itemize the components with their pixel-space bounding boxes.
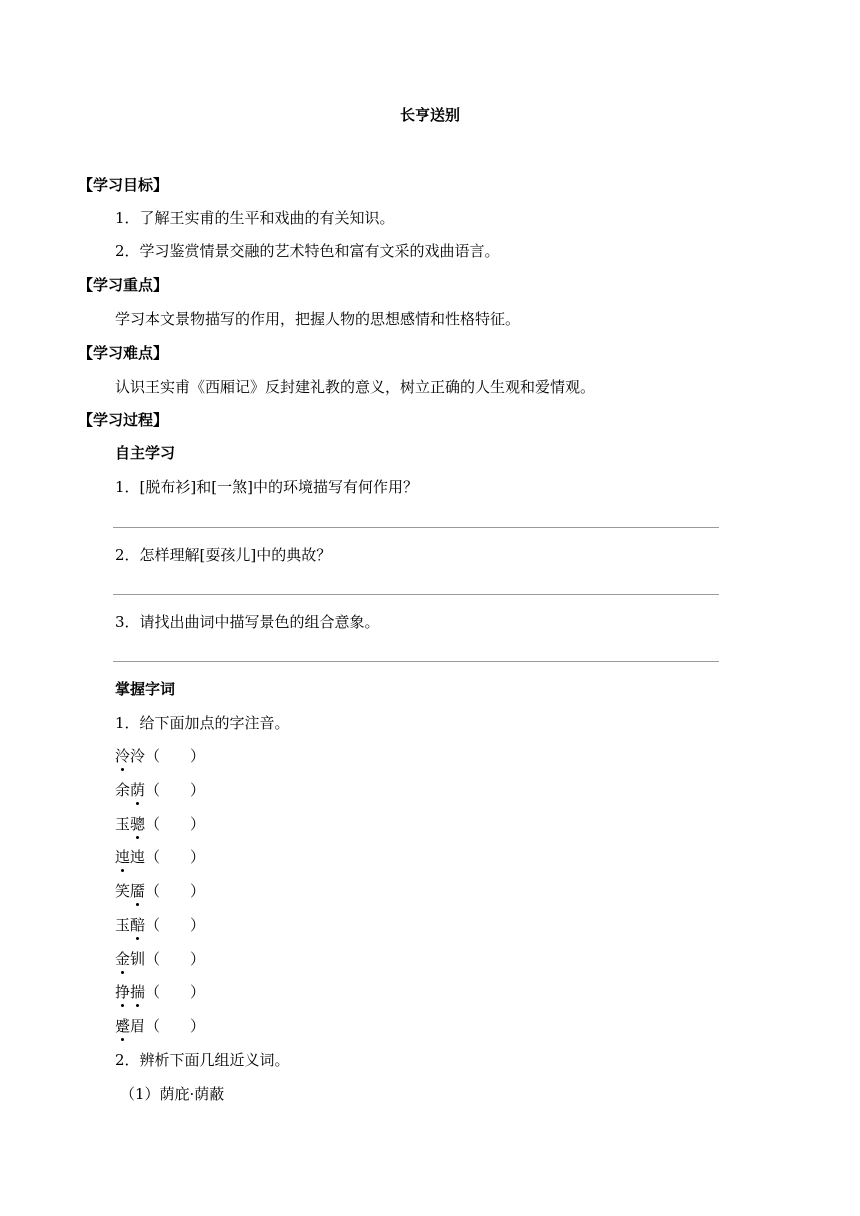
synonym-pair-1: （1）荫庇·荫蔽 xyxy=(120,1085,225,1103)
section-heading-goals: 【学习目标】 xyxy=(78,176,169,194)
vocab-char-2: 眉 xyxy=(130,1017,146,1035)
focus-text: 学习本文景物描写的作用，把握人物的思想感情和性格特征。 xyxy=(115,310,521,328)
section-heading-process: 【学习过程】 xyxy=(78,411,169,429)
pinyin-blank[interactable]: （ ） xyxy=(145,915,206,934)
pinyin-blank[interactable]: （ ） xyxy=(145,983,206,1002)
vocab-char-2: 钏 xyxy=(130,949,146,968)
vocab-item xyxy=(115,881,205,901)
vocab-char-2: 揣 xyxy=(130,983,146,1002)
question-3: 3．请找出曲词中描写景色的组合意象。 xyxy=(115,613,380,631)
goal-item-2: 2．学习鉴赏情景交融的艺术特色和富有文采的戏曲语言。 xyxy=(115,242,500,260)
vocab-item xyxy=(115,982,205,1002)
answer-line-2[interactable] xyxy=(113,594,719,595)
section-heading-difficulty: 【学习难点】 xyxy=(78,344,169,362)
pinyin-blank[interactable]: （ ） xyxy=(145,848,206,867)
vocab-item xyxy=(115,746,205,766)
vocab-char-1: 玉 xyxy=(115,915,131,934)
question-1: 1．[脱布衫]和[一煞]中的环境描写有何作用？ xyxy=(115,478,418,496)
pinyin-blank[interactable]: （ ） xyxy=(145,949,206,968)
vocab-char-1: 余 xyxy=(115,780,131,799)
page-title: 长亨送别 xyxy=(399,106,460,124)
vocab-char-1: 玉 xyxy=(115,814,131,833)
vocab-question-1: 1．给下面加点的字注音。 xyxy=(115,714,290,732)
vocab-char-1: 笑 xyxy=(115,882,131,900)
answer-line-3[interactable] xyxy=(113,661,719,662)
vocab-item xyxy=(115,780,205,800)
vocab-char-1: 金 xyxy=(115,949,131,968)
vocab-char-2: 荫 xyxy=(130,780,146,799)
vocab-question-2: 2．辨析下面几组近义词。 xyxy=(115,1051,290,1069)
answer-line-1[interactable] xyxy=(113,527,719,528)
pinyin-blank[interactable]: （ ） xyxy=(145,882,206,900)
vocab-char-2: 骢 xyxy=(130,814,146,833)
vocab-char-1: 挣 xyxy=(115,983,131,1002)
vocab-char-2: 泠 xyxy=(130,747,146,765)
goal-item-1: 1．了解王实甫的生平和戏曲的有关知识。 xyxy=(115,209,395,227)
vocab-item xyxy=(115,1016,205,1036)
vocab-char-2: 醅 xyxy=(130,915,146,934)
vocab-char-1: 迍 xyxy=(115,848,131,867)
difficulty-text: 认识王实甫《西厢记》反封建礼教的意义，树立正确的人生观和爱情观。 xyxy=(115,378,596,396)
vocab-char-1: 泠 xyxy=(115,747,131,765)
vocab-item xyxy=(115,814,205,834)
section-heading-focus: 【学习重点】 xyxy=(78,276,169,294)
pinyin-blank[interactable]: （ ） xyxy=(145,780,206,799)
vocab-item xyxy=(115,847,205,867)
vocab-char-1: 蹙 xyxy=(115,1017,131,1035)
pinyin-blank[interactable]: （ ） xyxy=(145,814,206,833)
pinyin-blank[interactable]: （ ） xyxy=(145,747,206,765)
vocab-item xyxy=(115,915,205,935)
self-study-heading: 自主学习 xyxy=(115,444,176,462)
vocab-heading: 掌握字词 xyxy=(115,680,176,698)
vocab-char-2: 靥 xyxy=(130,882,146,900)
question-2: 2．怎样理解[耍孩儿]中的典故？ xyxy=(115,546,332,564)
vocab-item xyxy=(115,949,205,969)
pinyin-blank[interactable]: （ ） xyxy=(145,1017,206,1035)
vocab-char-2: 迍 xyxy=(130,848,146,867)
